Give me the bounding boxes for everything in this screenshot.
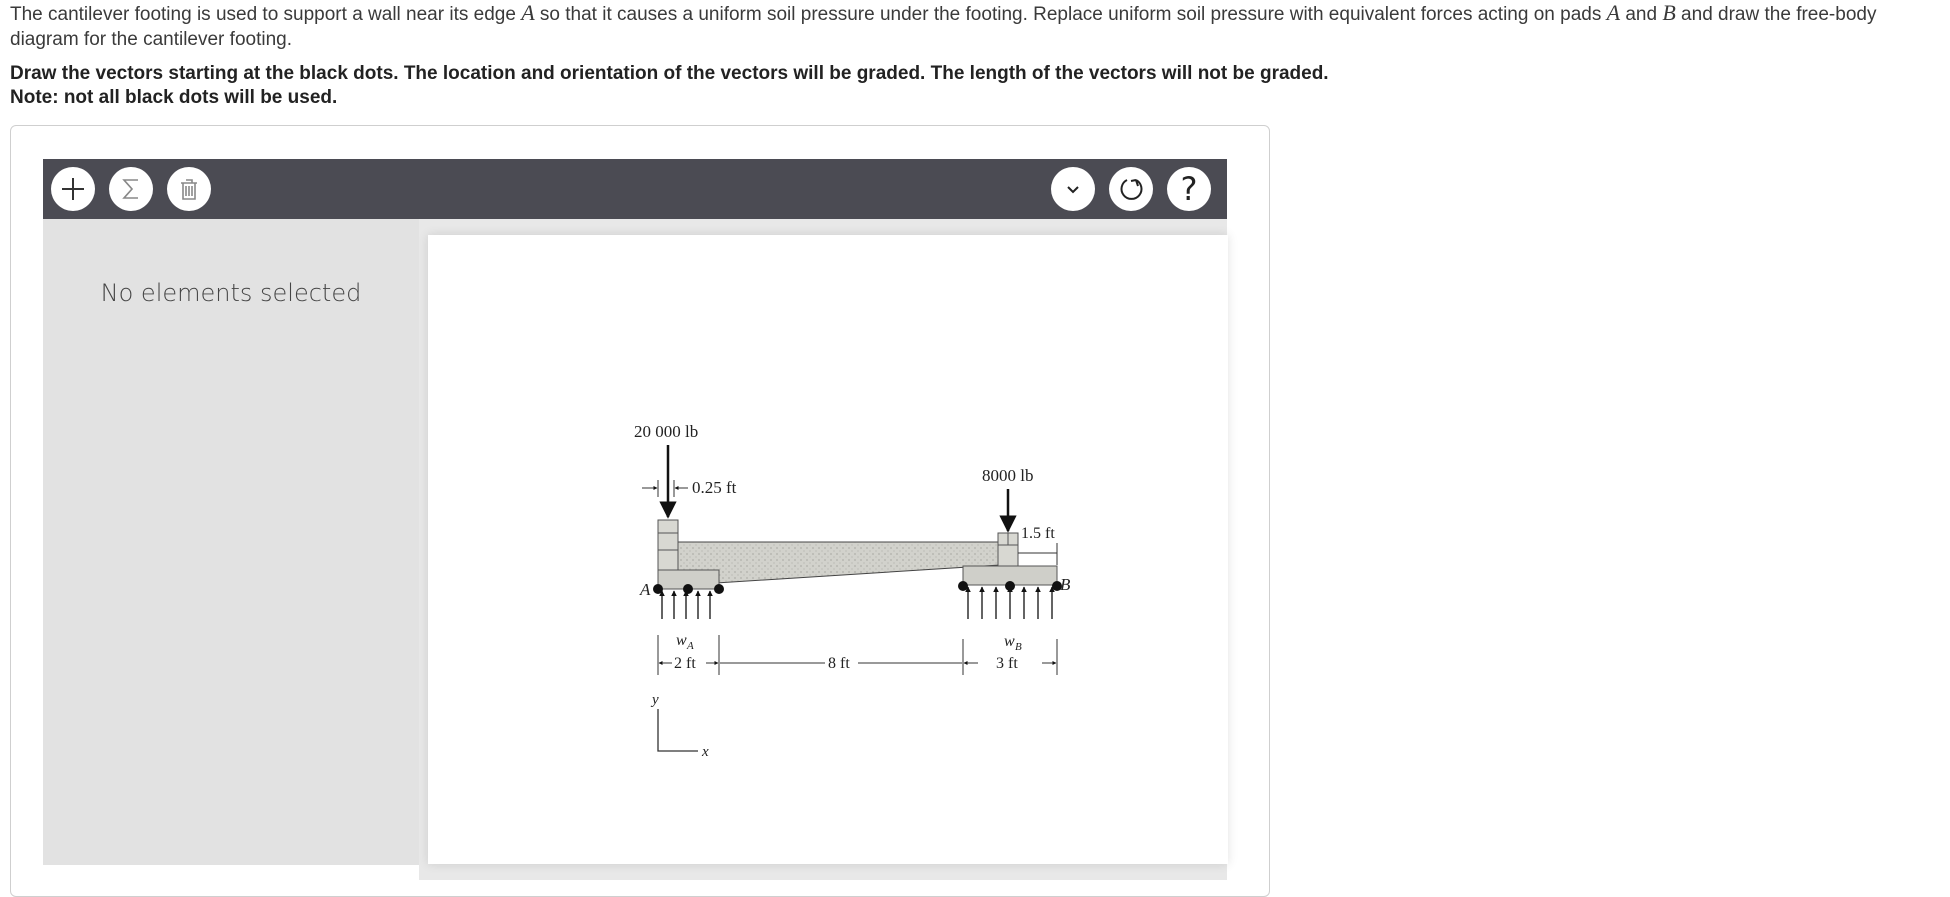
anchor-dot[interactable] [1005,581,1015,591]
help-button[interactable] [1167,167,1211,211]
delete-button[interactable] [167,167,211,211]
sum-button[interactable] [109,167,153,211]
dim-span: 8 ft [828,655,850,672]
anchor-dot[interactable] [683,584,693,594]
problem-statement [10,0,1940,52]
var-b: B [1662,0,1676,25]
anchor-dot[interactable] [714,584,724,594]
var-a: A [1606,0,1621,25]
instructions [10,62,1910,110]
label-a: A [640,580,651,599]
axis-x-label: x [702,744,709,760]
problem-text: The cantilever footing is used to support a wall near its edge [10,4,522,25]
cantilever-footing-figure [428,235,1228,864]
plus-icon [59,175,87,203]
trash-icon [175,175,203,203]
label-wa-sub: A [687,640,694,652]
label-wb-sub: B [1015,641,1022,653]
help-icon: ? [1180,170,1198,208]
label-wb: w [1004,633,1015,650]
side-panel [43,219,419,865]
drawing-canvas[interactable] [428,235,1228,864]
sigma-icon [117,175,145,203]
selection-message: No elements selected [100,279,362,307]
soil-pressure-a [662,591,710,619]
load-left-label: 20 000 lb [634,422,699,441]
anchor-dot[interactable] [653,584,663,594]
axis-y-label: y [652,692,659,708]
reset-button[interactable] [1109,167,1153,211]
dim-wall-offset: 0.25 ft [692,478,737,497]
problem-text: and draw the free-body diagram for the cantilever footing. [10,4,1877,50]
chevron-down-icon [1059,175,1087,203]
left-wall [658,520,678,572]
axes-icon [658,709,698,751]
toolbar [43,159,1227,219]
dim-right-offset: 1.5 ft [1021,525,1055,542]
instruction-line-2: Note: not all black dots will be used. [10,87,338,108]
problem-text: and [1620,4,1663,25]
anchor-dot[interactable] [958,581,968,591]
drawing-area [419,219,1227,880]
dim-pad-a: 2 ft [674,655,696,672]
instruction-line-1: Draw the vectors starting at the black dots. The location and orientation of the vectors will be graded. The length of the vectors will not be graded. [10,63,1329,84]
soil-pressure-b [968,587,1052,619]
dropdown-button[interactable] [1051,167,1095,211]
var-a: A [521,0,535,25]
problem-text: so that it causes a uniform soil pressure under the footing. Replace uniform soil pressure with equivalent forces acting on pads [534,4,1607,25]
add-vector-button[interactable] [51,167,95,211]
label-wa: w [676,632,687,649]
label-b: B [1060,575,1071,594]
load-right-label: 8000 lb [982,466,1034,485]
dim-pad-b: 3 ft [996,655,1018,672]
reset-icon [1115,173,1147,205]
